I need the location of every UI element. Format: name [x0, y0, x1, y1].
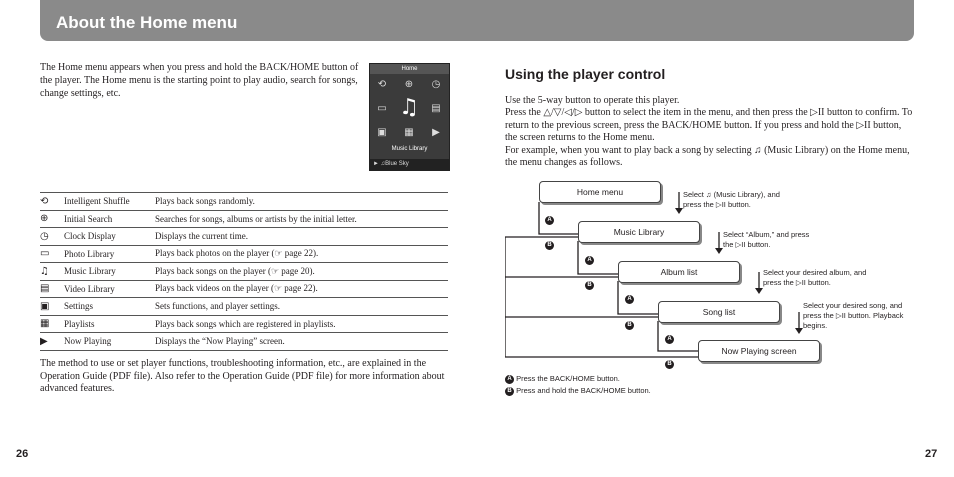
table-row: [40, 298, 448, 316]
music-note-icon: ♫: [40, 263, 64, 281]
marker-b: B: [505, 387, 514, 396]
legend-text: Press and hold the BACK/HOME button.: [516, 386, 651, 395]
arrow-head: [755, 288, 763, 294]
legend-item-b: [505, 385, 651, 397]
item-desc: Displays the current time.: [155, 228, 448, 246]
player-screen-title: Home: [370, 64, 449, 74]
connector-line: [618, 281, 658, 314]
marker-a: A: [585, 256, 594, 265]
clock-icon: ◷: [40, 228, 64, 246]
table-row: [40, 333, 448, 351]
home-menu-table: [40, 192, 448, 351]
table-row: [40, 245, 448, 263]
item-name: Clock Display: [64, 228, 155, 246]
item-desc: Searches for songs, albums or artists by the initial letter.: [155, 210, 448, 228]
item-desc: Plays back songs on the player (☞ page 20).: [155, 263, 448, 281]
page-title: About the Home menu: [56, 13, 238, 32]
diagram-legend: [505, 373, 651, 397]
flow-box-now-playing-screen: Now Playing screen: [698, 340, 820, 362]
marker-b: B: [625, 321, 634, 330]
item-desc: Displays the “Now Playing” screen.: [155, 333, 448, 351]
marker-a: A: [665, 335, 674, 344]
item-desc: Plays back videos on the player (☞ page 22).: [155, 280, 448, 298]
film-icon: ▤: [40, 280, 64, 298]
outro-text: The method to use or set player functions, troubleshooting information, etc., are explained in the Operation Guide (PDF file). Also refer to the Operation Guide (PDF file) for more information about advanced features.: [40, 358, 445, 394]
shuffle-icon: ⟲: [377, 79, 387, 90]
item-name: Playlists: [64, 315, 155, 333]
toolbox-icon: ▣: [377, 127, 387, 138]
marker-b: B: [545, 241, 554, 250]
item-name: Now Playing: [64, 333, 155, 351]
page-number-right: 27: [925, 448, 938, 460]
film-icon: ▤: [431, 103, 441, 114]
flow-note: Select “Album,” and press the ▷II button.: [723, 230, 810, 249]
music-note-icon: ♫: [399, 95, 419, 120]
item-desc: Plays back songs randomly.: [155, 193, 448, 211]
item-name: Settings: [64, 298, 155, 316]
intro-text: The Home menu appears when you press and hold the BACK/HOME button of the player. The Home menu is the starting point to play audio, search for songs, change settings, etc.: [40, 62, 359, 99]
flow-box-album-list: Album list: [618, 261, 740, 283]
initial-search-icon: ⊕: [40, 210, 64, 228]
table-row: [40, 193, 448, 211]
header-bar: [40, 0, 914, 41]
photo-icon: ▭: [377, 103, 387, 114]
section-body: [505, 95, 915, 169]
flow-note: Select your desired album, and press the ▷II button.: [763, 268, 867, 287]
item-name: Intelligent Shuffle: [64, 193, 155, 211]
playlist-icon: ▦: [40, 315, 64, 333]
legend-item-a: [505, 373, 651, 385]
item-name: Music Library: [64, 263, 155, 281]
item-name: Initial Search: [64, 210, 155, 228]
player-icon-grid: [370, 75, 449, 147]
marker-b: B: [665, 360, 674, 369]
flow-box-music-library: Music Library: [578, 221, 700, 243]
player-status-text: Blue Sky: [385, 161, 409, 167]
now-playing-icon: ▶: [40, 333, 64, 351]
marker-b: B: [585, 281, 594, 290]
legend-text: Press the BACK/HOME button.: [516, 374, 620, 383]
connector-line: [578, 241, 618, 274]
marker-a: A: [625, 295, 634, 304]
table-row: [40, 228, 448, 246]
paragraph: Press the △/▽/◁/▷ button to select the item in the menu, and then press the ▷II button to confirm. To return to the previous screen, press the BACK/HOME button. If you press and hold the ▷II button, the screen returns to the Home menu.: [505, 107, 913, 144]
flow-note: Select ♫ (Music Library), and press the ▷II button.: [683, 190, 780, 209]
table-row: [40, 315, 448, 333]
item-desc: Plays back photos on the player (☞ page 22).: [155, 245, 448, 263]
arrow-head: [675, 208, 683, 214]
item-desc: Sets functions, and player settings.: [155, 298, 448, 316]
now-playing-icon: ▶: [432, 127, 440, 138]
toolbox-icon: ▣: [40, 298, 64, 316]
clock-icon: ◷: [431, 79, 441, 90]
flow-box-home-menu: Home menu: [539, 181, 661, 203]
section-heading: Using the player control: [505, 66, 666, 82]
player-screen-illustration: [369, 63, 450, 171]
table-row: [40, 210, 448, 228]
photo-icon: ▭: [40, 245, 64, 263]
playlist-icon: ▦: [404, 127, 414, 138]
table-row: [40, 263, 448, 281]
player-selected-label: Music Library: [391, 146, 428, 152]
item-desc: Plays back songs which are registered in playlists.: [155, 315, 448, 333]
flow-note: Select your desired song, and press the ▷II button. Playback begins.: [803, 301, 904, 330]
arrow-head: [795, 328, 803, 334]
shuffle-icon: ⟲: [40, 193, 64, 211]
marker-a: A: [505, 375, 514, 384]
marker-a: A: [545, 216, 554, 225]
item-name: Photo Library: [64, 245, 155, 263]
flow-box-song-list: Song list: [658, 301, 780, 323]
paragraph: For example, when you want to play back a song by selecting ♫ (Music Library) on the Home menu, the menu changes as follows.: [505, 144, 910, 169]
page-number-left: 26: [16, 448, 29, 460]
initial-search-icon: ⊕: [404, 79, 414, 90]
table-row: [40, 280, 448, 298]
player-status-bar: ► ♫Blue Sky: [370, 159, 449, 170]
paragraph: Use the 5-way button to operate this player.: [505, 95, 680, 106]
item-name: Video Library: [64, 280, 155, 298]
arrow-head: [715, 248, 723, 254]
connector-line: [658, 321, 698, 351]
